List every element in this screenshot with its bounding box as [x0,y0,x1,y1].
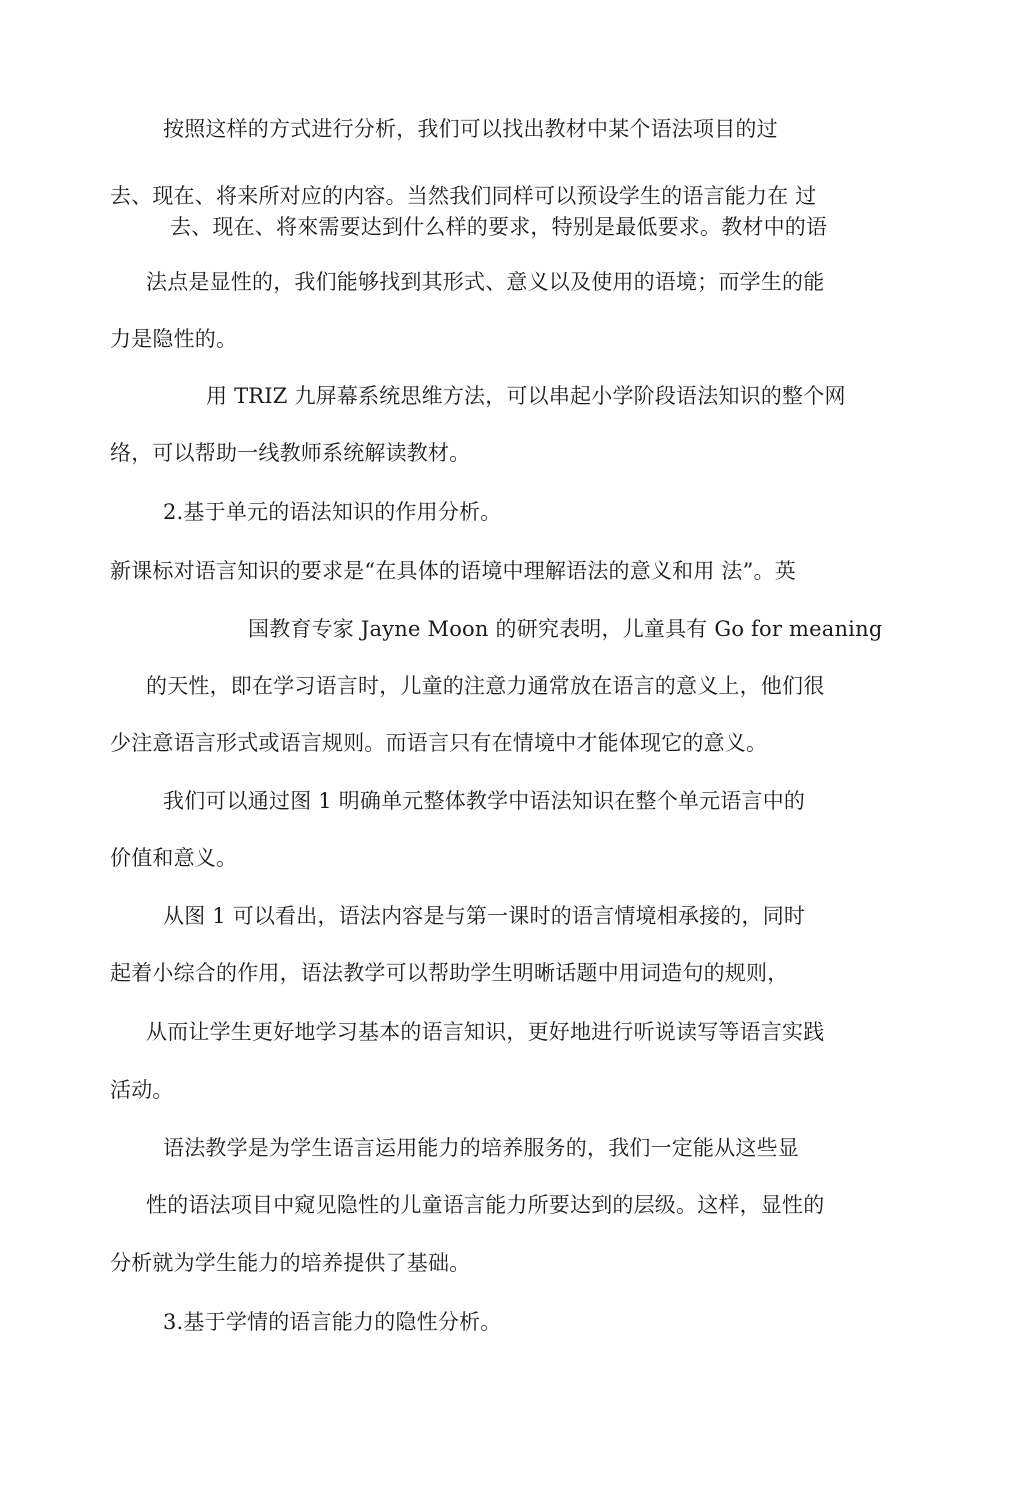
text-line: 我们可以通过图 1 明确单元整体教学中语法知识在整个单元语言中的 [163,789,806,813]
text-line: 按照这样的方式进行分析，我们可以找出教材中某个语法项目的过 [163,117,778,141]
section-heading: 2.基于单元的语法知识的作用分析。 [163,500,502,524]
text-line: 性的语法项目中窥见隐性的儿童语言能力所要达到的层级。这样，显性的 [146,1193,825,1217]
text-line: 从而让学生更好地学习基本的语言知识，更好地进行听说读写等语言实践 [146,1020,825,1044]
text-line: 力是隐性的。 [110,327,238,351]
text-line: 国教育专家 Jayne Moon 的研究表明，儿童具有 Go for meaning [248,617,883,641]
text-line: 语法教学是为学生语言运用能力的培养服务的，我们一定能从这些显 [163,1136,799,1160]
text-line: 去、现在、将來需要达到什么样的要求，特别是最低要求。教材中的语 [170,215,828,239]
text-line: 去、现在、将来所对应的内容。当然我们同样可以预设学生的语言能力在 过 [110,184,817,208]
text-line: 少注意语言形式或语言规则。而语言只有在情境中才能体现它的意义。 [110,731,768,755]
text-line: 新课标对语言知识的要求是“在具体的语境中理解语法的意义和用 法”。英 [110,559,796,583]
text-line: 法点是显性的，我们能够找到其形式、意义以及使用的语境；而学生的能 [146,270,825,294]
text-line: 用 TRIZ 九屏幕系统思维方法，可以串起小学阶段语法知识的整个网 [206,384,846,408]
text-line: 活动。 [110,1078,174,1102]
text-line: 价值和意义。 [110,846,238,870]
text-line: 络，可以帮助一线教师系统解读教材。 [110,441,471,465]
section-heading: 3.基于学情的语言能力的隐性分析。 [163,1310,502,1334]
text-line: 起着小综合的作用，语法教学可以帮助学生明晰话题中用词造句的规则， [110,961,789,985]
text-line: 的天性，即在学习语言时，儿童的注意力通常放在语言的意义上，他们很 [146,674,825,698]
text-line: 从图 1 可以看出，语法内容是与第一课时的语言情境相承接的，同时 [163,904,806,928]
text-line: 分析就为学生能力的培养提供了基础。 [110,1251,471,1275]
